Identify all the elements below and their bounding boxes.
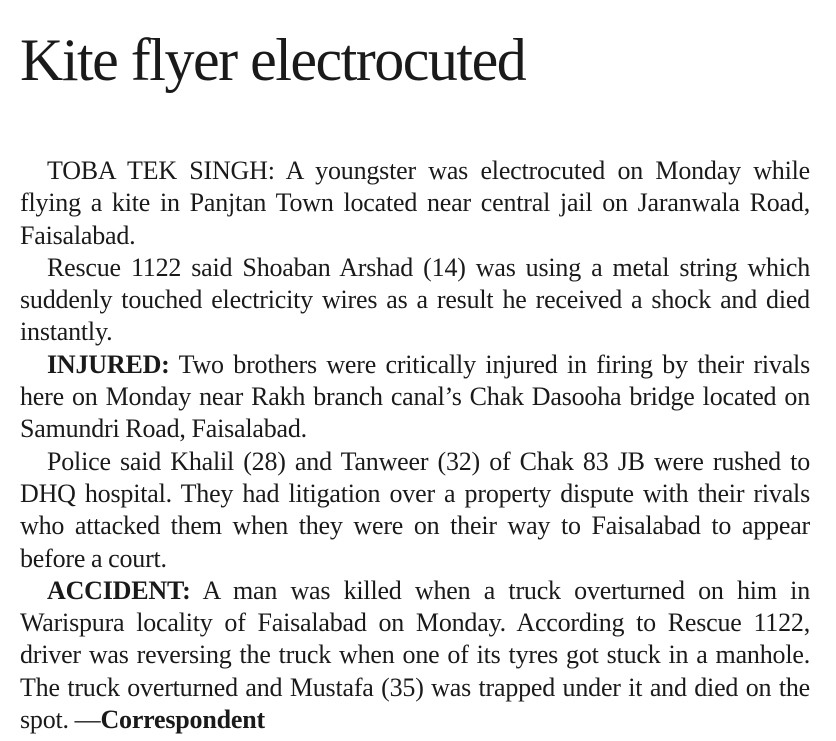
paragraph-text: Police said Khalil (28) and Tanweer (32) of Chak 83 JB were rushed to DHQ hospital. They had litigation over a property dispute with their rivals who attacked them when they were on their way to Faisalabad to appear before a court.	[20, 446, 810, 573]
paragraph-3	[20, 349, 810, 446]
article-body	[20, 155, 810, 736]
paragraph-text: A man was killed when a truck overturned on him in Warispura locality of Faisalabad on Monday. According to Rescue 1122, driver was reversing the truck when one of its tyres got stuck in a manhole. The truck overturned and Mustafa (35) was trapped under it and died on the spot. —	[20, 575, 810, 735]
paragraph-2	[20, 252, 810, 349]
paragraph-1	[20, 155, 810, 252]
news-article	[20, 0, 810, 736]
paragraph-4	[20, 446, 810, 575]
headline: Kite flyer electrocuted	[20, 27, 526, 93]
byline: Correspondent	[100, 705, 265, 735]
paragraph-text: Two brothers were critically injured in firing by their rivals here on Monday near Rakh branch canal’s Chak Dasooha bridge located on Samundri Road, Faisalabad.	[20, 349, 810, 444]
section-lead-injured: INJURED:	[47, 349, 170, 379]
paragraph-5	[20, 575, 810, 736]
paragraph-text: Rescue 1122 said Shoaban Arshad (14) was using a metal string which suddenly touched electricity wires as a result he received a shock and died instantly.	[20, 252, 810, 347]
section-lead-accident: ACCIDENT:	[47, 575, 191, 605]
paragraph-text: TOBA TEK SINGH: A youngster was electrocuted on Monday while flying a kite in Panjtan Town located near central jail on Jaranwala Road, Faisalabad.	[20, 156, 810, 250]
